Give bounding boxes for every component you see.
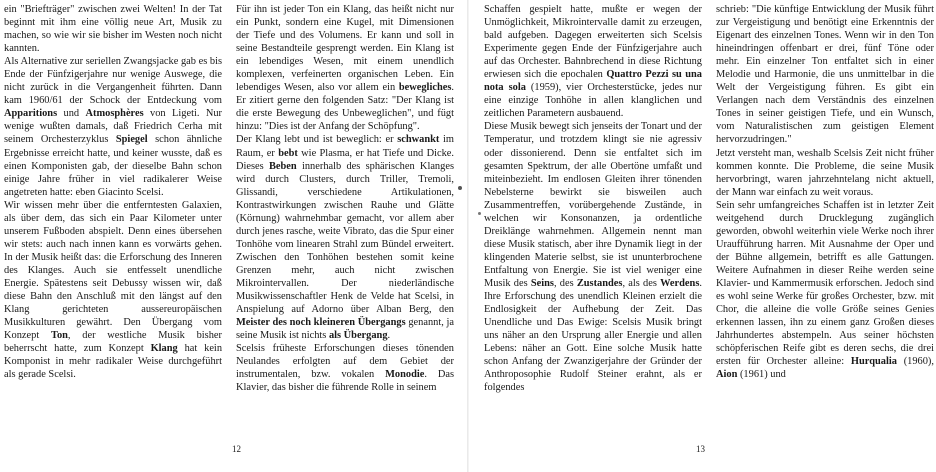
paragraph: ein "Briefträger" zwischen zwei Welten! In der Tat beginnt mit ihm eine völlig neue Art, Musik zu machen, so wie wir sie bisher im Westen noch nicht kannten. bbox=[4, 4, 222, 55]
bold-term: Hurqualia bbox=[850, 356, 897, 368]
paragraph: Wir wissen mehr über die entferntesten Galaxien, als über dem, das sich ein Paar Kilometer unter unserem Fußboden abspielt. Denn eines übersehen wir stets: auch nach innen kann es vorwärts gehen. In der Musik heißt das: die Erforschung des Inneren des Klanges. Auch sie entfesselt unendliche Energie. Spätestens seit Debussy wissen wir, daß diese Bahn den Anschluß mit den längst auf den Klang gerichteten aussereuropäischen Musikkulturen gewährt. Den Übergang vom Konzept Ton, der westliche Musik bisher beherrscht hatte, zum Konzept Klang hat kein Komponist in mehr radikaler Weise durchgeführt als gerade Scelsi. bbox=[4, 199, 223, 381]
page-number-left: 12 bbox=[232, 444, 241, 454]
bold-term: Ton bbox=[50, 330, 68, 342]
paragraph: Jetzt versteht man, weshalb Scelsis Zeit nicht früher kommen konnte. Die Probleme, die seine Musik hervorbringt, waren jahrzehntelang nicht aktuell, der Mann war einfach zu weit voraus. bbox=[716, 147, 934, 198]
bold-term: Spiegel bbox=[115, 134, 148, 146]
print-mark bbox=[478, 212, 481, 215]
page-13-column-2 bbox=[716, 3, 934, 381]
paragraph: Diese Musik bewegt sich jenseits der Tonart und der Temperatur, und trotzdem klingt sie nie agressiv oder dissonierend. Denn sie entfaltet sich im gesamten Spektrum, der alle Obertöne umfaßt und miteinbezieht. Im endlosen Gleiten ihrer tönenden Nebelsterne bewirkt sie bisweilen auch Zusammentreffen, vorübergehende Zustände, in welchen wir Konsonanzen, ja ordentliche Dreiklänge wahrnehmen. Allgemein nennt man diese Musik statisch, aber ihre Dynamik liegt in der klingenden Materie selbst, sie ist ununterbrochene Entfaltung von Energie. Sie ist viel weniger eine Musik des Seins, des Zustandes, als des Werdens. Ihre Erforschung des unendlich Kleinen erzielt die Endlosigkeit der Aufhebung der Zeit. Das Unendliche und Das Ewige: Scelsis Musik bringt uns näher an den Ursprung aller Energie und allen Lebens: näher an Gott. Eine solche Musik hatte schon Anfang der Zwanzigerjahre der Gründer der Anthroposophie Rudolf Steiner erahnt, als er folgendes bbox=[484, 121, 702, 394]
bold-term: als Übergang bbox=[328, 330, 388, 342]
bold-term: Klang bbox=[150, 343, 178, 355]
bold-term: bewegliches bbox=[398, 82, 452, 94]
page-gutter bbox=[467, 0, 469, 472]
bold-term: schwankt bbox=[397, 134, 440, 146]
paragraph: Sein sehr umfangreiches Schaffen ist in letzter Zeit weitgehend durch Drucklegung zugänglich geworden, obwohl weiterhin viele Werke noch ihrer Uraufführung harren. Mit Ausnahme der Oper und der Bühne allgemein, betrifft es alle Gattungen. Weitere Aufnahmen in dieser Reihe werden seine Klavier- und Kammermusik erforschen. Jedoch sind es wohl seine Werke für großes Orchester, bzw. mit Chor, die alleine die volle Größe seines Genies erkennen lassen, ihn zu einem ganz Großen dieses Jahrhundertes abstempeln. Aus seiner höchsten schöpferischen Reife gibt es deren sechs, die drei ersten für Orchester alleine: Hurqualia (1960), Aion (1961) und bbox=[716, 199, 934, 381]
page-12-column-1 bbox=[4, 3, 222, 381]
bold-term: Apparitions bbox=[4, 108, 58, 120]
bold-term: Aion bbox=[716, 369, 738, 381]
page-13-column-1 bbox=[484, 3, 702, 394]
bold-term: Meister des noch kleineren Übergangs bbox=[236, 317, 406, 329]
bold-term: Monodie bbox=[385, 369, 425, 381]
paragraph: schrieb: "Die künftige Entwicklung der Musik führt zur Vergeistigung und benötigt eine Erkenntnis der Eigenart des einzelnen Tones. Wenn wir in den Ton hineindringen offenbart er drei, fünf Töne oder mehr. Ein einzelner Ton entfaltet sich in einer Melodie und Harmonie, die uns unmittelbar in die Welt der Vergeistigung führen. Es gibt ein Verlangen nach dem Verständnis des einzelnen Tones in seiner geistigen Tiefe, und ein Wunsch, vom Naturalistischen zum geistigen Element hervorzudringen." bbox=[716, 4, 934, 146]
page-12-column-2 bbox=[236, 3, 454, 394]
print-mark bbox=[458, 186, 462, 190]
paragraph: Als Alternative zur seriellen Zwangsjacke gab es bis Ende der Fünfzigerjahre nur wenige Auswege, die nicht zurück in die Vergangenheit führten. Dann kam 1960/61 der Schock der Entdeckung vom Apparitions und Atmosphères von Ligeti. Nur wenige wußten damals, daß Friedrich Cerha mit seinem Orchesterzyklus Spiegel schon ähnliche Ergebnisse erreicht hatte, und keiner wusste, daß es einen Komponisten gab, der dieselbe Bahn schon einige Jahre früher in viel radikalerer Weise angetreten hatte: eben Giacinto Scelsi. bbox=[4, 56, 223, 198]
paragraph: Schaffen gespielt hatte, mußte er wegen der Unmöglichkeit, Mikrointervalle damit zu erzeugen, bald aufgeben. Dagegen erweiterten sich Scelsis Experimente gegen Ende der Fünfzigerjahre auch auf das Orchester. Bahnbrechend in diese Richtung erwiesen sich die epochalen Quattro Pezzi su una nota sola (1959), vier Orchesterstücke, jedes nur eine einzige Tonhöhe in allen klanglichen und zeitlichen Parametern ausbauend. bbox=[484, 4, 702, 120]
bold-term: Quattro Pezzi su una nota sola bbox=[484, 69, 702, 94]
paragraph: Der Klang lebt und ist beweglich: er schwankt im Raum, er bebt wie Plasma, er hat Tiefe und Dicke. Dieses Beben innerhalb des sphärischen Klanges wird durch Clusters, durch Triller, Tremoli, Glissandi, verschiedene Artikulationen, Kontrastwirkungen zwischen Rauhe und Glätte (Körnung) wahrnehmbar gemacht, vor allem aber durch jenes rasche, weite Vibrato, das die Spur einer Tonhöhe vom linearen Strahl zum Bündel erweitert. Zwischen den Tonhöhen bestehen somit keine Grenzen mehr, auch nicht zwischen Mikrointervallen. Der niederländische Musikwissenschaftler Henk de Velde hat Scelsi, in Anspielung auf Adorno über Alban Berg, den Meister des noch kleineren Übergangs genannt, ja seine Musik ist nichts als Übergang. bbox=[236, 134, 455, 342]
paragraph: Scelsis früheste Erforschungen dieses tönenden Neulandes erfolgten auf dem Gebiet der instrumentalen, bzw. vokalen Monodie. Das Klavier, das bisher die führende Rolle in seinem bbox=[236, 343, 454, 394]
bold-term: Beben bbox=[268, 160, 297, 172]
page-number-right: 13 bbox=[696, 444, 705, 454]
bold-term: Werdens bbox=[660, 277, 700, 289]
bold-term: bebt bbox=[278, 147, 298, 159]
paragraph: Für ihn ist jeder Ton ein Klang, das heißt nicht nur ein Punkt, sondern eine Kugel, mit Dimensionen der Tiefe und des Volumens. Er kann und soll in seine Bestandteile gesprengt werden. Ein Klang ist ein lebendiges Wesen, mit einem unendlich komplexen, verfeinerten organischen Leben. Ein lebendiges Wesen, also vor allem ein bewegliches. Er zitiert gerne den folgenden Satz: "Der Klang ist die erste Bewegung des Unbeweglichen", und fügt hinzu: "Dies ist der Anfang der Schöpfung". bbox=[236, 4, 454, 133]
bold-term: Zustandes bbox=[576, 277, 623, 289]
bold-term: Atmosphères bbox=[85, 108, 144, 120]
bold-term: Seins bbox=[530, 277, 554, 289]
